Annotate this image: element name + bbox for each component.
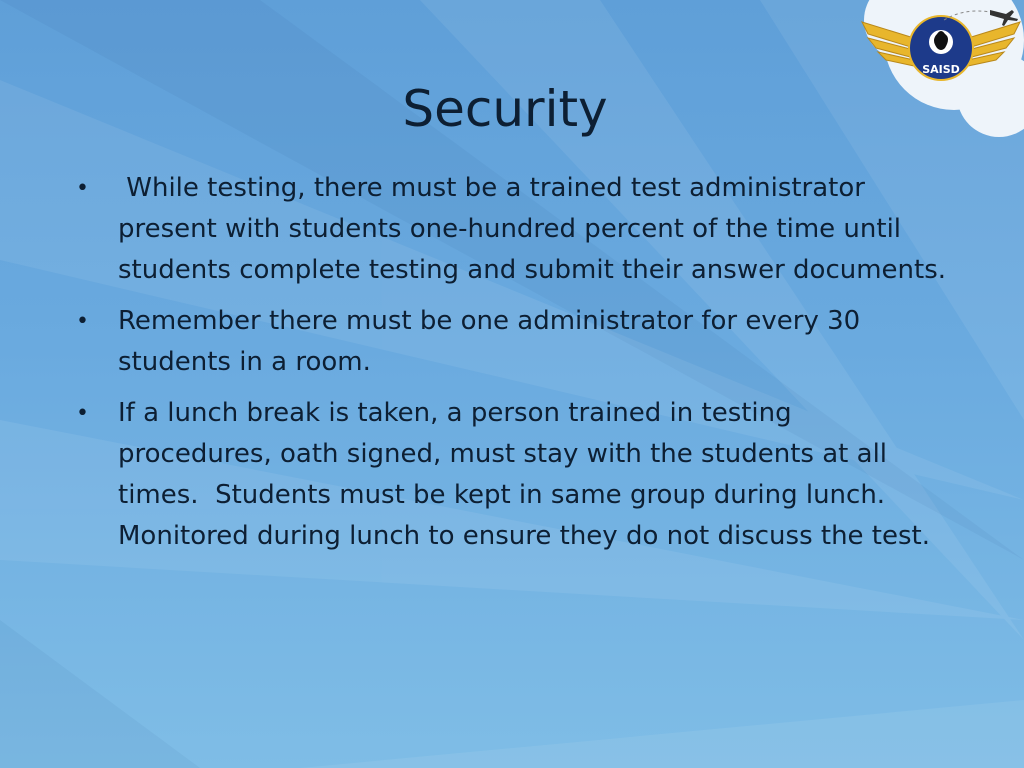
bullet-item [72, 301, 952, 383]
bullet-item [72, 168, 952, 291]
bullet-item [72, 393, 952, 557]
bullet-text: If a lunch break is taken, a person trained in testing procedures, oath signed, must stay with the students at all times. Students must be kept in same group during lunch. Monitored during lunch to ensure they do not discuss the test. [118, 398, 931, 551]
bullet-marker: • [76, 309, 89, 334]
bullet-marker: • [76, 176, 89, 201]
bullet-list [72, 168, 952, 567]
slide-title: Security [402, 80, 608, 138]
bullet-marker: • [76, 401, 89, 426]
bullet-text: Remember there must be one administrator for every 30 students in a room. [118, 306, 861, 377]
logo-text: SAISD [922, 63, 960, 76]
saisd-wings-logo-icon [834, 0, 1024, 150]
bullet-text: While testing, there must be a trained test administrator present with students one-hundred percent of the time until students complete testing and submit their answer documents. [118, 173, 947, 285]
